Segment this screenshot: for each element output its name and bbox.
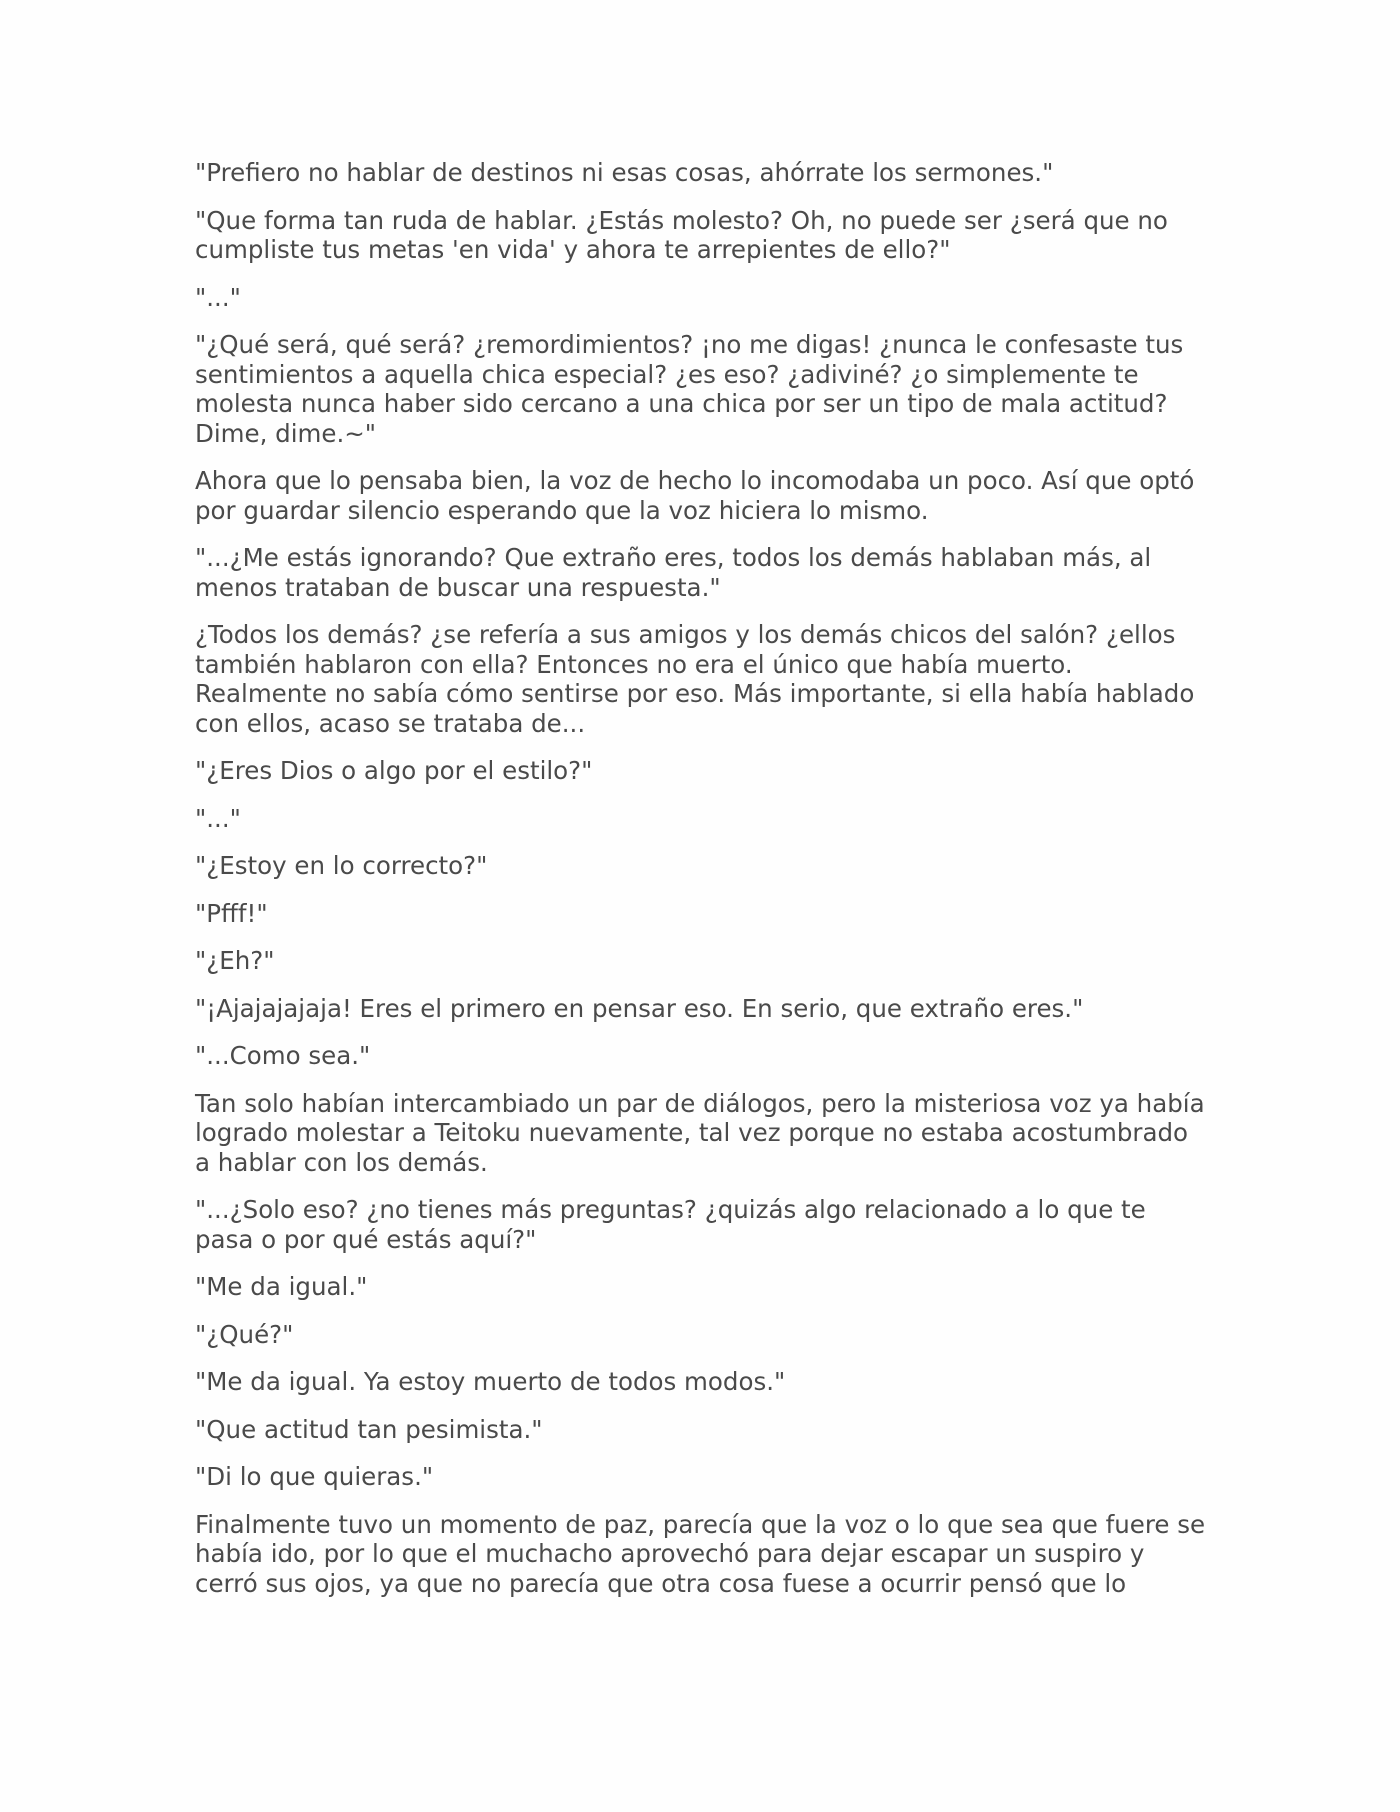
paragraph: Tan solo habían intercambiado un par de diálogos, pero la misteriosa voz ya había logrado molestar a Teitoku nuevamente, tal vez porque no estaba acostumbrado a hablar con los demás. [195,1088,1205,1177]
paragraph: Finalmente tuvo un momento de paz, parecía que la voz o lo que sea que fuere se había ido, por lo que el muchacho aprovechó para dejar escapar un suspiro y cerró sus ojos, ya que no parecía que otra cosa fuese a ocurrir pensó que lo [195,1509,1206,1598]
paragraph: "¿Eh?" [195,946,275,975]
paragraph: "¿Qué?" [195,1319,294,1349]
paragraph: "¡Ajajajajaja! Eres el primero en pensar eso. En serio, que extraño eres." [195,993,1084,1023]
paragraph: "¿Qué será, qué será? ¿remordimientos? ¡no me digas! ¿nunca le confesaste tus sentimientos a aquella chica especial? ¿es eso? ¿adiviné? ¿o simplemente te molesta nunca haber sido cercano a una chica por ser un tipo de mala actitud? Dime, dime.~" [195,330,1184,448]
paragraph: "Prefiero no hablar de destinos ni esas cosas, ahórrate los sermones." [195,158,1054,187]
paragraph: "¿Eres Dios o algo por el estilo?" [195,756,593,785]
paragraph: "Que actitud tan pesimista." [195,1414,543,1444]
paragraph: "Di lo que quieras." [195,1462,434,1491]
paragraph: "Que forma tan ruda de hablar. ¿Estás molesto? Oh, no puede ser ¿será que no cumpliste tus metas 'en vida' y ahora te arrepientes de ello?" [195,205,1168,264]
paragraph: "Pfff!" [195,898,268,928]
paragraph: "...Como sea." [195,1041,371,1070]
paragraph: "Me da igual." [195,1272,368,1301]
document-body [195,158,1210,1616]
paragraph: "..." [195,803,241,833]
paragraph: "..." [195,282,241,312]
paragraph: "Me da igual. Ya estoy muerto de todos modos." [195,1367,786,1396]
paragraph: "...¿Solo eso? ¿no tienes más preguntas? ¿quizás algo relacionado a lo que te pasa o por qué estás aquí?" [195,1195,1146,1254]
paragraph: Ahora que lo pensaba bien, la voz de hecho lo incomodaba un poco. Así que optó por guardar silencio esperando que la voz hiciera lo mismo. [195,466,1195,525]
paragraph: "...¿Me estás ignorando? Que extraño eres, todos los demás hablaban más, al menos trataban de buscar una respuesta." [195,543,1152,602]
paragraph: "¿Estoy en lo correcto?" [195,851,488,880]
paragraph: ¿Todos los demás? ¿se refería a sus amigos y los demás chicos del salón? ¿ellos también hablaron con ella? Entonces no era el único que había muerto. Realmente no sabía cómo sentirse por eso. Más importante, si ella había hablado con ellos, acaso se trataba de... [195,620,1195,738]
